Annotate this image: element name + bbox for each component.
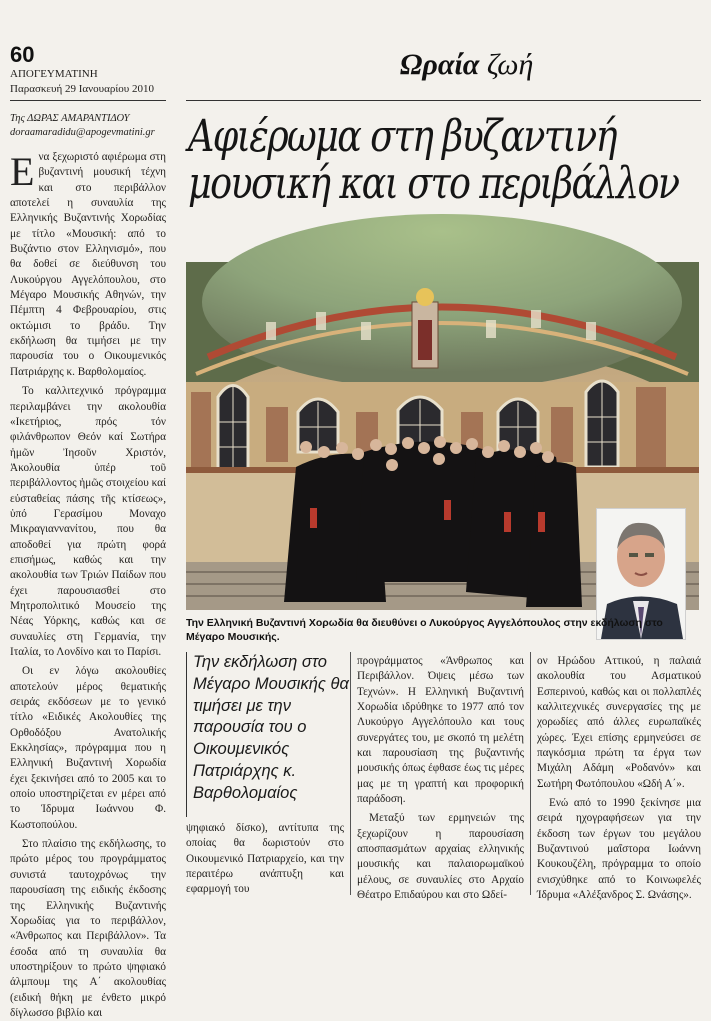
article-paragraph-2: Το καλλιτεχνικό πρόγραμμα περιλαμβάνει την ακολουθία «Ικετήριος, πρός τόν φιλάνθρωπον Θεόν καί Σωτήρα ἡμῶν Ἰησοῦν Χριστόν, Ἀκολουθία ὑπέρ τοῦ περιβάλλοντος ἡμῶς στοιχείου καί εὐσταθείας πάσης τῆς κτίσεως», ὑπό Γερασίμου Μοναχο Μικραγιαννανίτου, που θα αποδοθεί για πρώτη φορά επισήμως, καθώς και την ακολουθία των Τριών Παίδων που έχει παρουσιασθεί στο Μητροπολιτικό Μουσείο της Νέας Υόρκης, καθώς και σε συναυλίες στη Γερμανία, την Ιταλία, το Λονδίνο και το Παρίσι. (10, 385, 166, 658)
article-column-b-paragraph-1: προγράμματος «Άνθρωπος και Περιβάλλον. Όψεις μέσω των Τεχνών». Η Ελληνική Βυζαντινή Χορωδία ιδρύθηκε το 1977 από τον Λυκούργο Αγγελόπουλο και τους συνεργάτες του, με σκοπό τη μελέτη και παρουσίαση της βυζαντινής μουσικής όπως έφθασε έως τις μέρες μας με τη γραπτή και προφορική παράδοση. (357, 655, 524, 806)
article-column-b (357, 654, 524, 902)
section-title (400, 50, 533, 80)
byline-author: Της ΔΩΡΑΣ ΑΜΑΡΑΝΤΙΔΟΥ (10, 113, 130, 124)
article-column-a (186, 821, 344, 895)
article-paragraph-4: Στο πλαίσιο της εκδήλωσης, το πρώτο μέρος του προγράμματος συνιστά ταυτοχρόνως την παρουσίαση της ειδικής έκδοσης της Ελληνικής Βυζαντινής Χορωδίας για το περιβάλλον, «Άνθρωπος και Περιβάλλον». Τα έσοδα από τη συναυλία θα υποστηρίξουν το πρώτο ψηφιακό άλμπουμ της Α΄ ακολουθίας (ειδική θήκη με ένθετο μικρό δίγλωσσο βιβλίο και (10, 838, 166, 1019)
header-rule-left (10, 100, 166, 101)
newspaper-name: ΑΠΟΓΕΥΜΑΤΙΝΗ (10, 68, 98, 80)
header-rule-right (186, 100, 701, 101)
article-column-b-paragraph-2: Μεταξύ των ερμηνειών της ξεχωρίζουν η παρουσίαση αποσπασμάτων αρχαίας ελληνικής μουσικής και παλαιορωμαϊκού μέλους, σε συναυλίες στο Αρχαίο Θέατρο Επιδαύρου και στο Ωδεί- (357, 812, 524, 902)
page-number: 60 (10, 42, 35, 67)
column-rule-2 (530, 652, 531, 895)
headline (188, 111, 679, 210)
headline-line-1: Αφιέρωμα στη βυζαντινή (188, 111, 616, 162)
article-paragraph-1-text: να ξεχωριστό αφιέρωμα στη βυζαντινή μουσική τέχνη και στο περιβάλλον αποτελεί η συναυλία της Ελληνικής Βυζαντινής Χορωδίας με τίτλο «Μουσική: από το Βυζάντιο στον Ελληνισμό», που θα δοθεί σε διεύθυνση του Λυκούργου Αγγελόπουλου, στο Μέγαρο Μουσικής Αθηνών, την Πέμπτη 4 Φεβρουαρίου, στις οκτώμισι το βράδυ. Την εκδήλωση θα τιμήσει με την παρουσία του ο Οικουμενικός Πατριάρχης κ. Βαρθολομαίος. (10, 151, 166, 378)
article-paragraph-1 (10, 150, 166, 380)
section-title-word2: ζωή (486, 48, 534, 81)
photo-caption: Την Ελληνική Βυζαντινή Χορωδία θα διευθύνει ο Λυκούργος Αγγελόπουλος στην εκδήλωση στο Μέγαρο Μουσικής. (186, 617, 663, 643)
byline-email: doraamaradidu@apogevmatini.gr (10, 127, 155, 138)
article-column-c-paragraph-1: ον Ηρώδου Αττικού, η παλαιά ακολουθία του Ασματικού Εσπερινού, καθώς και οι πολλαπλές καλλιτεχνικές συνεργασίες της με χορωδίες από άλλες ευρωπαϊκές χώρες. Έχει επίσης ερμηνεύσει σε παγκόσμια πρώτη τα έργα των Μιχάλη Αδάμη «Ροδανόν» και Σωτήρη Φωτόπουλου «Ωδή Α΄». (537, 655, 701, 790)
drop-cap: Ε (10, 149, 35, 194)
article-column-left (10, 149, 166, 1019)
column-rule-1 (350, 652, 351, 895)
article-paragraph-3: Οι εν λόγω ακολουθίες αποτελούν μέρος θεματικής σειράς εκδόσεων με το γενικό τίτλο «Ειδικές Ακολουθίες της Ορθοδόξου Ανατολικής Εκκλησίας», πρόγραμμα που η Ελληνική Βυζαντινή Χορωδία έχει ξεκινήσει από το 2005 και το οποίο υποστηρίζεται εν μέρει από το Ίδρυμα Ιωάννου Φ. Κωστοπούλου. (10, 665, 166, 831)
article-column-a-text: ψηφιακό δίσκο), αντίτυπα της οποίας θα δωριστούν στο Οικουμενικό Πατριαρχείο, και την περαιτέρω ανάπτυξη και εφαρμογή του (186, 822, 344, 896)
article-column-c-paragraph-2: Ενώ από το 1990 ξεκίνησε μια σειρά ηχογραφήσεων για την έκδοση των έργων του μεγάλου Βυζαντινού μαΐστορα Ιωάννη Κουκουζέλη, πρόγραμμα το οποίο ενισχύθηκε από το Κοινωφελές Ίδρυμα «Αλέξανδρος Σ. Ωνάσης». (537, 797, 701, 902)
article-column-c (537, 654, 701, 902)
section-title-word1: Ωραία (400, 48, 480, 81)
pull-quote: Την εκδήλωση στο Μέγαρο Μουσικής θα τιμήσει με την παρουσία του ο Οικουμενικός Πατριάρχης κ. Βαρθολομαίος (186, 652, 351, 817)
headline-line-2: μουσική και στο περιβάλλον (188, 158, 679, 210)
issue-date: Παρασκευή 29 Ιανουαρίου 2010 (10, 83, 155, 95)
